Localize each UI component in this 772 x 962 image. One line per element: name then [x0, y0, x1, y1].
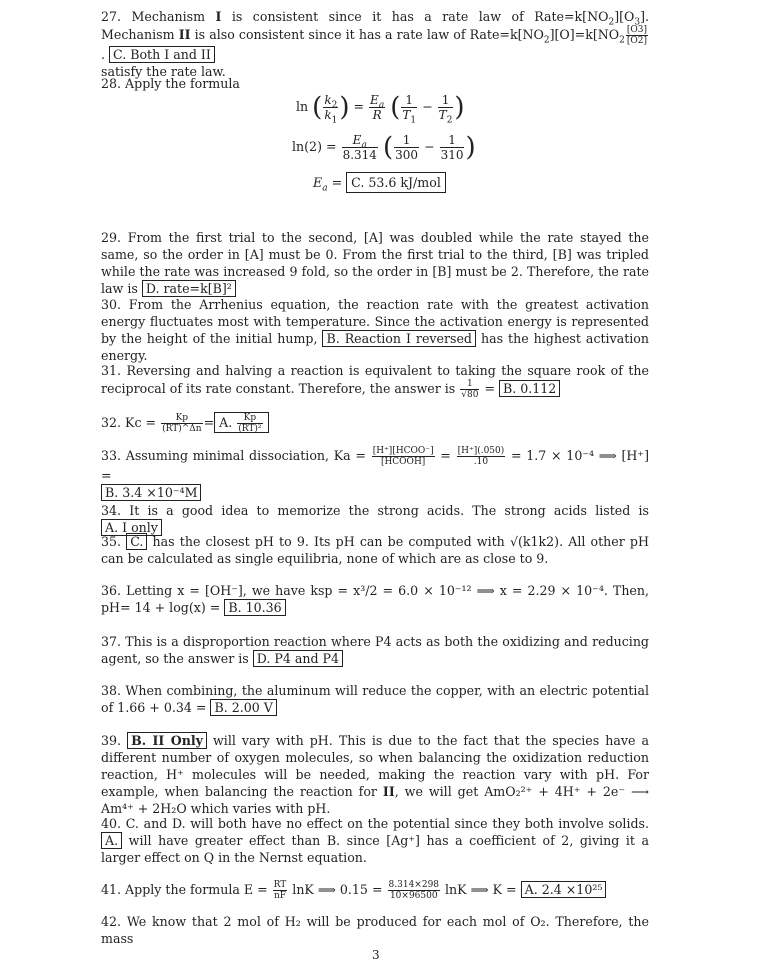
question-28: [101, 75, 649, 92]
q36-text: 36. Letting x = [OH⁻], we have ksp = x³/2 = 6.0 × 10⁻¹² ⟹ x = 2.29 × 10⁻⁴. Then, pH= 14 + log(x) =: [101, 583, 649, 615]
q33-fraction-2: $\frac{[H^+](.050)}{.10}$: [457, 446, 505, 467]
question-32: 32. Kc = $\frac{Kp}{(RT)\^{}\Delta n}$ = A. $\frac{Kp}{\text{(RT)²}}$: [101, 413, 649, 434]
page-number: 3: [372, 948, 380, 962]
q30-answer-box: B. Reaction I reversed: [322, 330, 476, 347]
question-29: [101, 229, 649, 297]
q27-text: satisfy the rate law.: [101, 64, 226, 79]
q39-answer-box: B. II Only: [127, 732, 207, 749]
q40-text: will have greater effect than B. since [Ag⁺] has a coefficient of 2, giving it a larger effect on Q in the Nernst equation.: [101, 833, 649, 865]
q28-equation-1: ln ( $\frac{k_2}{k_1}$ ) = $\frac{E_a}{R}$ ( $\frac{1}{T_1}$ − $\frac{1}{T_2}$ ): [296, 92, 465, 126]
q34-text: 34. It is a good idea to memorize the strong acids. The strong acids listed is: [101, 503, 649, 518]
question-42: [101, 913, 649, 947]
q31-fraction: $\frac{1}{√80}$: [461, 379, 479, 400]
question-27: 27. Mechanism I is consistent since it has a rate law of $Rate=k[NO_2][O_3]$. Mechanism II is also consistent since it has a rate law of $Rate=k[NO_2][O]=k[NO_2$ $\frac{[O3]}{[O2]}$ . C. Both I and II satisfy the rate law.: [101, 9, 649, 79]
question-37: [101, 633, 649, 667]
q27-mechanism-2: II: [178, 27, 191, 42]
q42-text: 42. We know that 2 mol of H₂ will be produced for each mol of O₂. Therefore, the mass: [101, 914, 649, 946]
q37-answer-box: D. P4 and P4: [253, 650, 343, 667]
q41-fraction-1: $\frac{RT}{nF}$: [273, 880, 287, 901]
question-38: [101, 682, 649, 716]
q29-text: 29. From the first trial to the second, [A] was doubled while the rate stayed the same, so the order in [A] must be 0. From the first trial to the third, [B] was tripled while the rate was increased 9 fold, so the order in [B] must be 2. Therefore, the rate law is: [101, 230, 649, 296]
q27-text: ][O]=k[NO: [549, 27, 620, 42]
q40-answer-box: A.: [101, 832, 122, 849]
q32-answer-box: A. $\frac{Kp}{\text{(RT)²}}$: [214, 412, 268, 433]
q34-answer-box: A. I only: [101, 519, 162, 536]
q27-text: is consistent since it has a rate law of Rate=k[NO: [221, 9, 609, 24]
q28-intro: 28. Apply the formula: [101, 76, 240, 91]
question-30: [101, 296, 649, 364]
q38-answer-box: B. 2.00 V: [210, 699, 276, 716]
question-36: [101, 582, 649, 616]
q39-text: , we will get AmO₂²⁺ + 4H⁺ + 2e⁻ ⟶ Am⁴⁺ + 2H₂O which varies with pH.: [101, 784, 649, 816]
q35-text: has the closest pH to 9. Its pH can be computed with √(k1k2). All other pH can be calculated as single equilibria, none of which are as close to 9.: [101, 534, 649, 566]
q27-fraction: $\frac{[O3]}{[O2]}$: [626, 25, 647, 46]
q27-mechanism-1: I: [215, 9, 222, 24]
q35-number: 35.: [101, 534, 122, 549]
q29-answer-box: D. rate=k[B]²: [142, 280, 236, 297]
q39-text: will vary with pH. This is due to the fact that the species have a different number of oxygen molecules, so when balancing the oxidization reduction reaction, H⁺ molecules will be needed, making the reaction vary with pH. For example, when balancing the reaction for: [101, 733, 649, 799]
q33-fraction-1: $\frac{\text{[H⁺][HCOO⁻]}}{\text{[HCOOH]}}$: [372, 446, 434, 467]
q27-text: ]. Mechanism: [101, 9, 649, 42]
q28-answer-box: C. 53.6 kJ/mol: [346, 172, 446, 193]
question-33: 33. Assuming minimal dissociation, Ka = $\frac{\text{[H⁺][HCOO⁻]}}{\text{[HCOOH]}}$ = $\frac{[H^+](.050)}{.10}$ = 1.7 × 10⁻⁴ ⟹ [H⁺] = B. 3.4 ×10⁻⁴M: [101, 446, 649, 500]
q28-equation-2: ln(2) = $\frac{E_a}{8.314}$ ( $\frac{1}{300}$ − $\frac{1}{310}$ ): [292, 132, 476, 163]
q30-text: has the highest activation energy.: [101, 331, 649, 363]
q38-text: 38. When combining, the aluminum will reduce the copper, with an electric potential of 1.66 + 0.34 =: [101, 683, 649, 715]
q37-text: 37. This is a disproportion reaction where P4 acts as both the oxidizing and reducing agent, so the answer is: [101, 634, 649, 666]
q27-text: ][O: [614, 9, 635, 24]
question-34: [101, 502, 649, 536]
q31-answer-box: B. 0.112: [499, 380, 560, 397]
q41-text: lnK ⟹ 0.15 =: [292, 882, 383, 897]
q41-text: lnK ⟹ K =: [445, 882, 517, 897]
q27-text: 27. Mechanism: [101, 9, 216, 24]
q31-text: 31. Reversing and halving a reaction is equivalent to taking the square rook of the reciprocal of its rate constant. Therefore, the answer is: [101, 363, 649, 396]
q33-text: = 1.7 × 10⁻⁴ ⟹ [H⁺] =: [101, 448, 649, 483]
q28-equation-3: $E_a = C$. 53.6 kJ/mol: [313, 175, 446, 191]
q32-label: 32. Kc =: [101, 415, 157, 430]
q27-text: is also consistent since it has a rate law of Rate=k[NO: [190, 27, 544, 42]
q30-text: 30. From the Arrhenius equation, the reaction rate with the greatest activation energy fluctuates most with temperature. Since the activation energy is represented by the height of the initial hump,: [101, 297, 649, 346]
q33-text: 33. Assuming minimal dissociation, Ka =: [101, 448, 366, 463]
question-39: [101, 732, 649, 817]
q32-fraction: $\frac{Kp}{(RT)\^{}\Delta n}$: [162, 413, 202, 434]
q39-bold-ii: II: [382, 784, 395, 799]
question-41: [101, 880, 649, 901]
q41-answer-box: A. 2.4 ×10²⁵: [521, 881, 607, 898]
q40-text: 40. C. and D. will both have no effect on the potential since they both involve solids.: [101, 816, 649, 831]
q39-number: 39.: [101, 733, 122, 748]
q41-fraction-2: $\frac{8.314\times 298}{10\times 96500}$: [388, 880, 440, 901]
question-31: 31. Reversing and halving a reaction is equivalent to taking the square rook of the reciprocal of its rate constant. Therefore, the answer is $\frac{1}{√80}$ = B. 0.112: [101, 363, 649, 400]
q33-answer-box: B. 3.4 ×10⁻⁴M: [101, 484, 201, 501]
q36-answer-box: B. 10.36: [224, 599, 285, 616]
q41-text: 41. Apply the formula E =: [101, 882, 268, 897]
question-40: [101, 815, 649, 866]
q27-answer-box: C. Both I and II: [109, 46, 215, 63]
q35-answer-box: C.: [126, 533, 147, 550]
question-35: [101, 533, 649, 567]
